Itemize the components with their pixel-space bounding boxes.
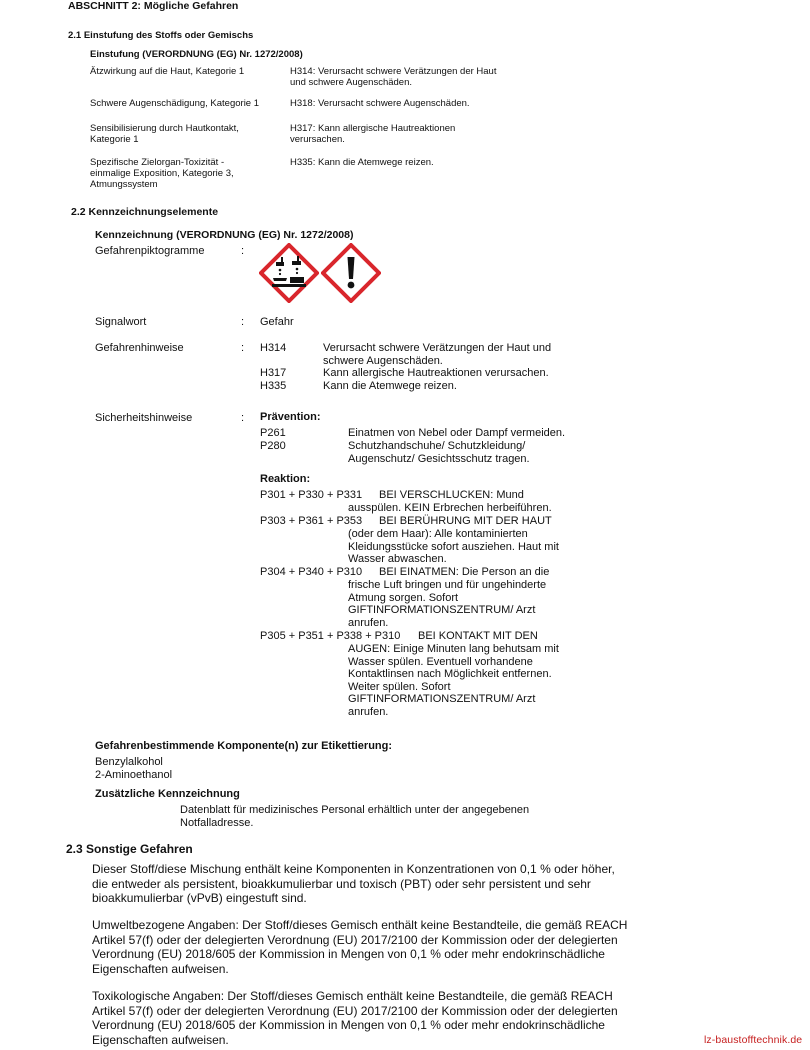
subsection-2-2-heading: 2.2 Kennzeichnungselemente [71,206,219,218]
website-watermark: lz-baustofftechnik.de [704,1034,803,1046]
labelling-heading: Kennzeichnung (VERORDNUNG (EG) Nr. 1272/2008) [95,229,354,241]
other-hazards-paragraph: Dieser Stoff/diese Mischung enthält keine Komponenten in Konzentrationen von 0,1 % oder höher, die entweder als persistent, bioakkumulierbar und toxisch (PBT) oder sehr persistent und sehr bioakkumulierbar (vPvB) eingestuft sind. [92,862,615,905]
colon: : [241,316,245,328]
classification-heading: Einstufung (VERORDNUNG (EG) Nr. 1272/2008) [90,49,303,60]
classification-row: Ätzwirkung auf die Haut, Kategorie 1 [90,66,245,77]
other-hazards-paragraph: Umweltbezogene Angaben: Der Stoff/dieses Gemisch enthält keine Bestandteile, die gemäß REACH Artikel 57(f) oder der delegierten Verordnung (EU) 2017/2100 der Kommission oder der delegierten Verordnung (EU) 2018/605 der Kommission in Mengen von 0,1 % oder mehr endokrinschädliche Eigenschaften aufweisen. [92,918,628,976]
additional-labelling-heading: Zusätzliche Kennzeichnung [95,788,240,800]
classification-hazard: H317: Kann allergische Hautreaktionen verursachen. [290,123,456,145]
corrosion-pictogram [259,243,319,303]
precaution-text: Schutzhandschuhe/ Schutzkleidung/ Augenschutz/ Gesichtsschutz tragen. [348,440,530,465]
prevention-heading: Prävention: [260,411,321,423]
reaction-code: P303 + P361 + P353 [260,515,363,527]
hazard-statements-label: Gefahrenhinweise [95,342,184,354]
classification-hazard: H314: Verursacht schwere Verätzungen der Haut und schwere Augenschäden. [290,66,497,88]
precaution-code: P261 [260,427,286,439]
reaction-code: P304 + P340 + P310 [260,566,363,578]
colon: : [241,245,245,257]
additional-labelling-text: Datenblatt für medizinisches Personal erhältlich unter der angegebenen Notfalladresse. [180,804,530,829]
subsection-2-3-heading: 2.3 Sonstige Gefahren [66,842,193,856]
colon: : [241,342,245,354]
classification-row: Schwere Augenschädigung, Kategorie 1 [90,98,260,109]
classification-hazard: H335: Kann die Atemwege reizen. [290,157,434,168]
classification-row: Spezifische Zielorgan-Toxizität - einmalige Exposition, Kategorie 3, Atmungssystem [90,157,234,190]
component-item: Benzylalkohol [95,756,163,768]
hazard-text: Kann allergische Hautreaktionen verursachen. [323,367,549,379]
reaction-text: BEI KONTAKT MIT DEN [418,630,538,642]
components-heading: Gefahrenbestimmende Komponente(n) zur Etikettierung: [95,740,393,752]
reaction-text: AUGEN: Einige Minuten lang behutsam mit Wasser spülen. Eventuell vorhandene Kontaktlinsen nach Möglichkeit entfernen. Weiter spülen. Sofort GIFTINFORMATIONSZENTRUM/ Arzt anrufen. [348,643,559,718]
precautionary-statements-label: Sicherheitshinweise [95,412,193,424]
reaction-code: P305 + P351 + P338 + P310 [260,630,401,642]
signal-word-label: Signalwort [95,316,147,328]
hazard-text: Kann die Atemwege reizen. [323,380,457,392]
hazard-code: H314 [260,342,287,354]
classification-hazard: H318: Verursacht schwere Augenschäden. [290,98,470,109]
hazard-code: H335 [260,380,287,392]
reaction-text: (oder dem Haar): Alle kontaminierten Kleidungsstücke sofort ausziehen. Haut mit Wasser abwaschen. [348,528,559,566]
reaction-text: frische Luft bringen und für ungehinderte Atmung sorgen. Sofort GIFTINFORMATIONSZENTRUM/ Arzt anrufen. [348,579,547,629]
reaction-text: BEI BERÜHRUNG MIT DER HAUT [379,515,552,527]
signal-word: Gefahr [260,316,294,328]
pictograms-label: Gefahrenpiktogramme [95,245,205,257]
section-title: ABSCHNITT 2: Mögliche Gefahren [68,0,239,12]
subsection-2-1-heading: 2.1 Einstufung des Stoffs oder Gemischs [68,30,254,41]
exclamation-mark-pictogram [321,243,381,303]
classification-row: Sensibilisierung durch Hautkontakt, Kategorie 1 [90,123,239,145]
reaction-code: P301 + P330 + P331 [260,489,363,501]
precaution-code: P280 [260,440,286,452]
reaction-text: BEI VERSCHLUCKEN: Mund [379,489,524,501]
reaction-text: ausspülen. KEIN Erbrechen herbeiführen. [348,502,552,514]
reaction-text: BEI EINATMEN: Die Person an die [379,566,550,578]
other-hazards-paragraph: Toxikologische Angaben: Der Stoff/dieses Gemisch enthält keine Bestandteile, die gemäß REACH Artikel 57(f) oder der delegierten Verordnung (EU) 2017/2100 der Kommission oder der delegierten Verordnung (EU) 2018/605 der Kommission in Mengen von 0,1 % oder mehr endokrinschädliche Eigenschaften aufweisen. [92,989,618,1047]
colon: : [241,412,245,424]
hazard-code: H317 [260,367,287,379]
hazard-text: Verursacht schwere Verätzungen der Haut und schwere Augenschäden. [323,342,552,367]
precaution-text: Einatmen von Nebel oder Dampf vermeiden. [348,427,566,439]
reaction-heading: Reaktion: [260,473,311,485]
component-item: 2-Aminoethanol [95,769,173,781]
